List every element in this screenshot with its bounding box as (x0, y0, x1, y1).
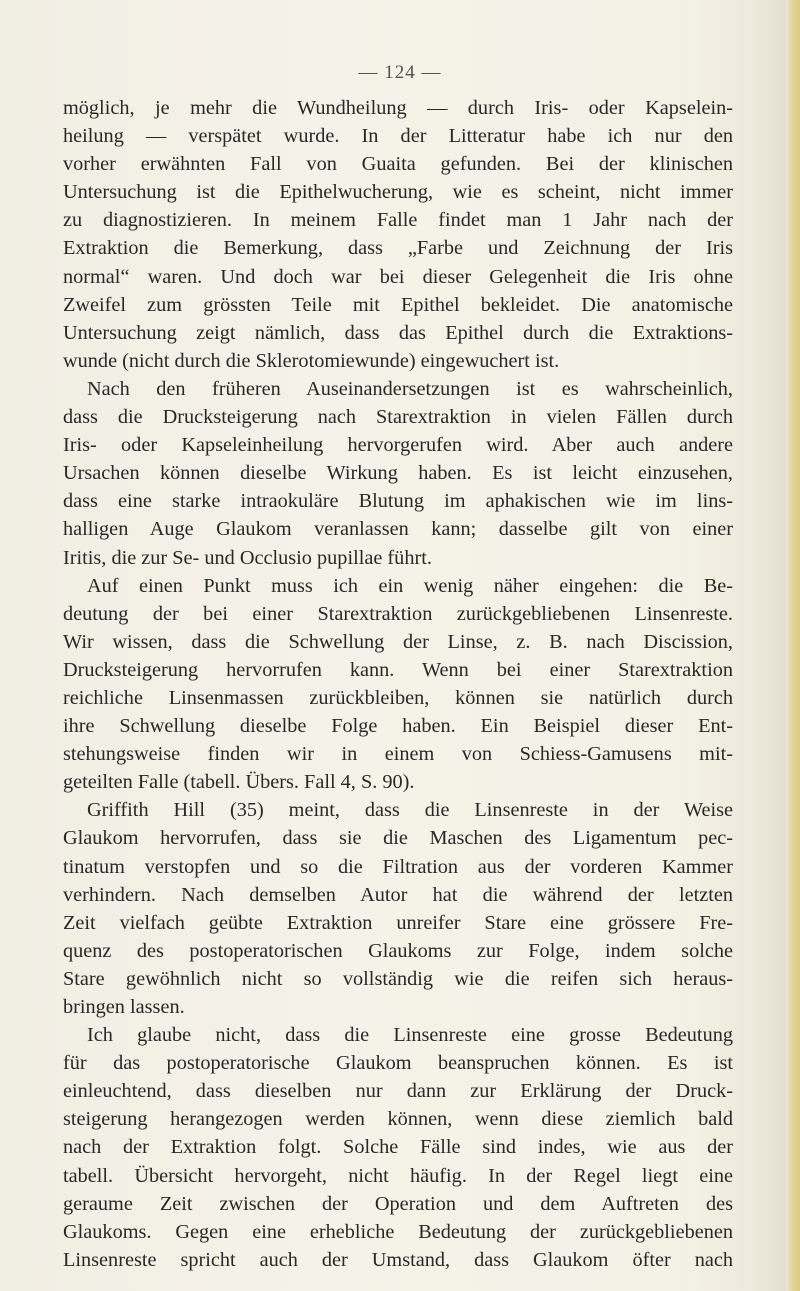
text-line: deutung der bei einer Starextraktion zurückgebliebenen Linsenreste. (63, 602, 733, 625)
text-line: verhindern. Nach demselben Autor hat die während der letzten (63, 883, 733, 906)
text-line: ihre Schwellung dieselbe Folge haben. Ein Beispiel dieser Ent- (63, 715, 733, 738)
text-line: Glaukom hervorrufen, dass sie die Maschen des Ligamentum pec- (63, 827, 733, 850)
text-line: für das postoperatorische Glaukom beanspruchen können. Es ist (63, 1052, 733, 1075)
text-line: steigerung herangezogen werden können, wenn diese ziemlich bald (63, 1108, 733, 1131)
text-line: Iritis, die zur Se- und Occlusio pupillae führt. (63, 546, 432, 569)
text-line: geraume Zeit zwischen der Operation und dem Auftreten des (63, 1192, 733, 1215)
text-line: halligen Auge Glaukom veranlassen kann; dasselbe gilt von einer (63, 518, 733, 541)
text-line: tabell. Übersicht hervorgeht, nicht häufig. In der Regel liegt eine (63, 1164, 733, 1187)
text-line: Drucksteigerung hervorrufen kann. Wenn bei einer Starextraktion (63, 658, 733, 681)
text-line: Stare gewöhnlich nicht so vollständig wie die reifen sich heraus- (63, 967, 733, 990)
text-line: quenz des postoperatorischen Glaukoms zur Folge, indem solche (63, 939, 733, 962)
text-line: bringen lassen. (63, 996, 185, 1018)
text-line: tinatum verstopfen und so die Filtration aus der vorderen Kammer (63, 855, 733, 878)
text-line: heilung — verspätet wurde. In der Litteratur habe ich nur den (63, 125, 733, 148)
text-line: Griffith Hill (35) meint, dass die Linsenreste in der Weise (87, 799, 733, 822)
text-line: geteilten Falle (tabell. Übers. Fall 4, S. 90). (63, 771, 415, 794)
text-line: reichliche Linsenmassen zurückbleiben, können sie natürlich durch (63, 686, 733, 709)
page-number: — 124 — (358, 62, 442, 83)
text-line: Auf einen Punkt muss ich ein wenig näher eingehen: die Be- (87, 574, 733, 597)
text-line: Untersuchung zeigt nämlich, dass das Epithel durch die Extraktions- (63, 321, 733, 344)
text-line: Iris- oder Kapseleinheilung hervorgerufen wird. Aber auch andere (63, 434, 733, 457)
text-line: möglich, je mehr die Wundheilung — durch Iris- oder Kapselein- (63, 97, 733, 119)
text-line: Untersuchung ist die Epithelwucherung, wie es scheint, nicht immer (63, 181, 733, 204)
text-line: Glaukoms. Gegen eine erhebliche Bedeutung der zurückgebliebenen (63, 1220, 733, 1243)
text-line: einleuchtend, dass dieselben nur dann zur Erklärung der Druck- (63, 1080, 733, 1103)
text-line: normal“ waren. Und doch war bei dieser Gelegenheit die Iris ohne (63, 265, 733, 288)
page-edge-shadow (756, 0, 786, 1291)
body-text (63, 94, 733, 1274)
text-line: stehungsweise finden wir in einem von Schiess-Gamusens mit- (63, 743, 733, 766)
text-line: Ursachen können dieselbe Wirkung haben. Es ist leicht einzusehen, (63, 462, 733, 485)
text-line: zu diagnostizieren. In meinem Falle findet man 1 Jahr nach der (63, 209, 733, 232)
text-line: nach der Extraktion folgt. Solche Fälle sind indes, wie aus der (63, 1136, 733, 1159)
text-line: dass die Drucksteigerung nach Starextraktion in vielen Fällen durch (63, 406, 733, 429)
text-line: Zweifel zum grössten Teile mit Epithel bekleidet. Die anatomische (63, 293, 733, 316)
text-line: Linsenreste spricht auch der Umstand, dass Glaukom öfter nach (63, 1248, 733, 1271)
text-line: wunde (nicht durch die Sklerotomiewunde) eingewuchert ist. (63, 349, 560, 372)
text-line: Zeit vielfach geübte Extraktion unreifer Stare eine grössere Fre- (63, 911, 733, 934)
page-edge (786, 0, 800, 1291)
text-line: Ich glaube nicht, dass die Linsenreste eine grosse Bedeutung (87, 1024, 733, 1047)
text-line: vorher erwähnten Fall von Guaita gefunden. Bei der klinischen (63, 153, 733, 176)
text-line: dass eine starke intraokuläre Blutung im aphakischen wie im lins- (63, 490, 733, 513)
text-line: Wir wissen, dass die Schwellung der Linse, z. B. nach Discission, (63, 630, 733, 653)
text-line: Nach den früheren Auseinandersetzungen ist es wahrscheinlich, (87, 377, 733, 400)
text-line: Extraktion die Bemerkung, dass „Farbe und Zeichnung der Iris (63, 237, 733, 260)
